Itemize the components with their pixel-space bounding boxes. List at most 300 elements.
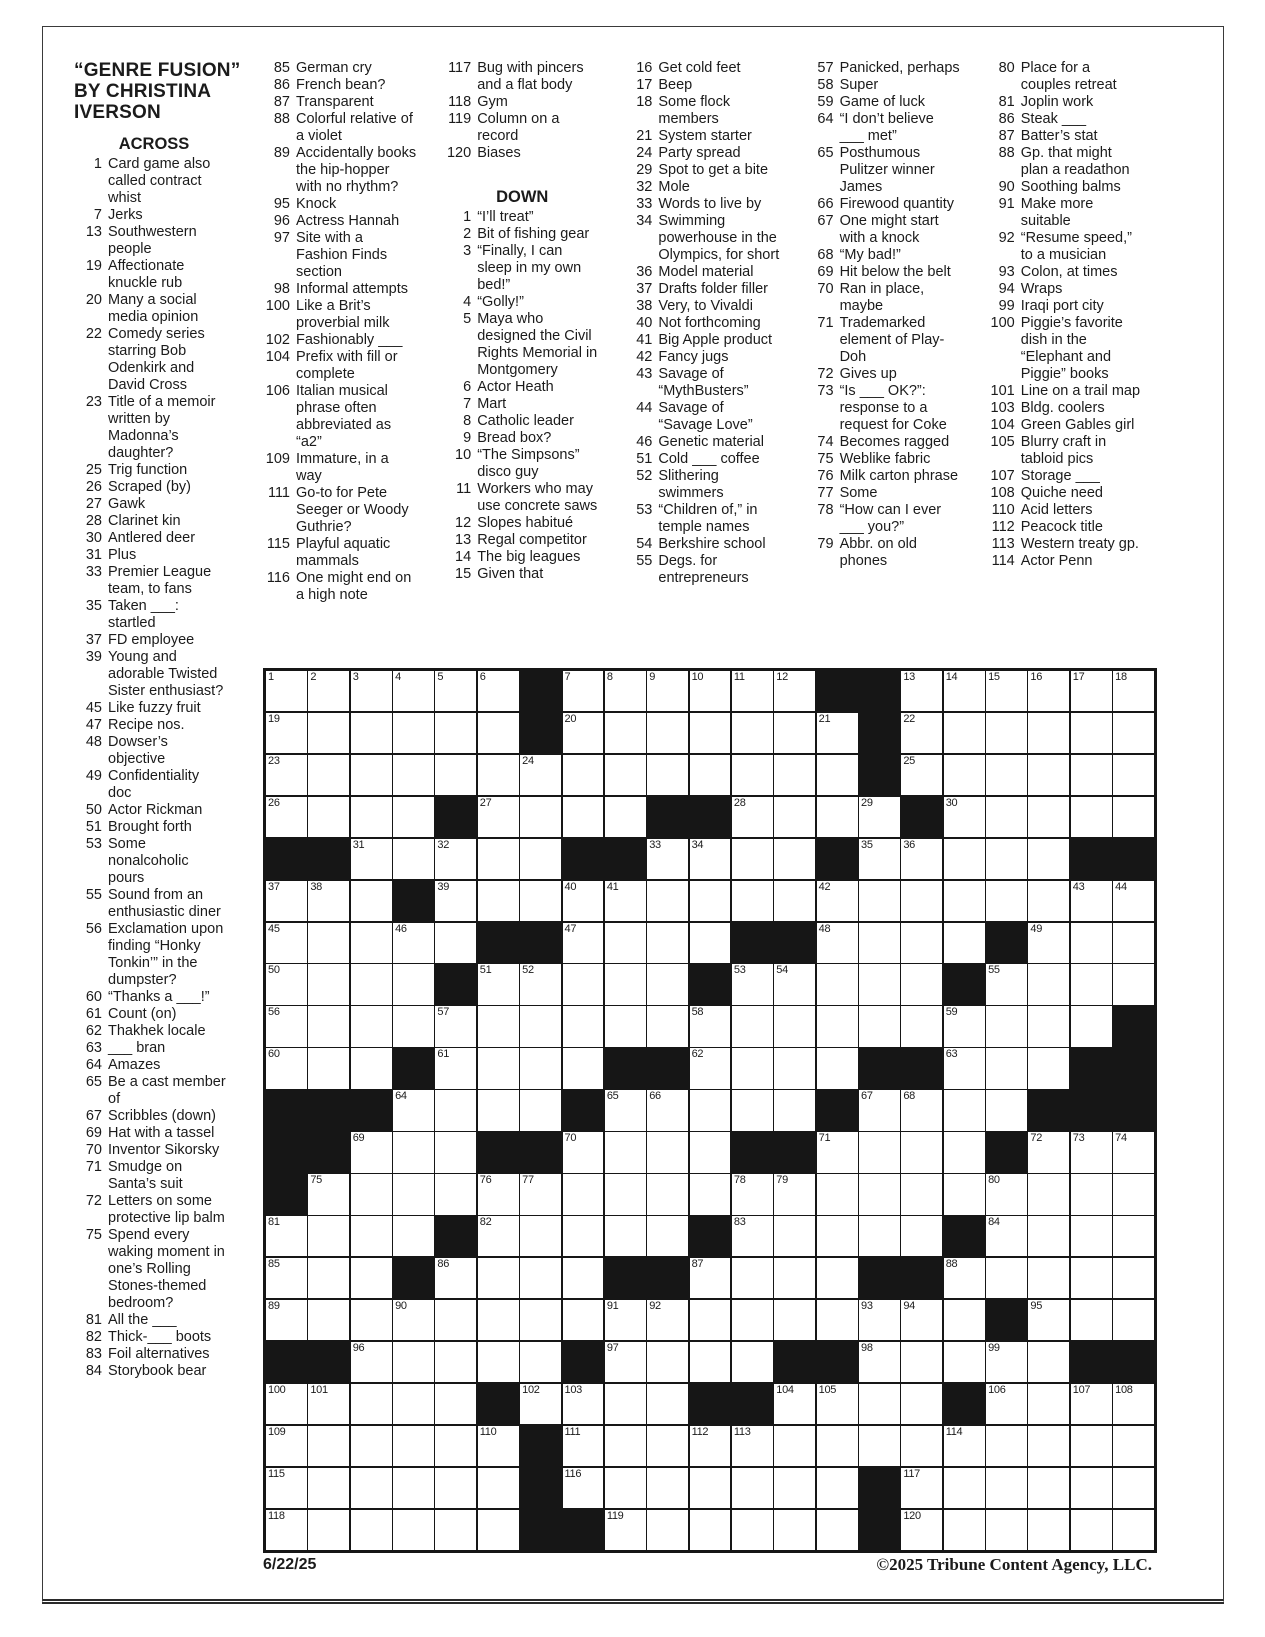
grid-cell[interactable]: [774, 1510, 815, 1550]
grid-cell[interactable]: [1113, 1384, 1154, 1424]
grid-cell[interactable]: [266, 964, 307, 1004]
grid-cell[interactable]: [563, 1468, 604, 1508]
grid-cell[interactable]: [1028, 713, 1069, 753]
grid-cell[interactable]: [1113, 1468, 1154, 1508]
grid-cell[interactable]: [351, 1300, 392, 1340]
grid-cell[interactable]: [435, 923, 476, 963]
grid-cell[interactable]: [817, 1216, 858, 1256]
grid-cell[interactable]: [901, 1132, 942, 1172]
grid-cell[interactable]: [393, 1426, 434, 1466]
grid-cell[interactable]: [393, 1342, 434, 1382]
grid-cell[interactable]: [266, 1426, 307, 1466]
grid-cell[interactable]: [478, 1300, 519, 1340]
grid-cell[interactable]: [478, 1216, 519, 1256]
grid-cell[interactable]: [1071, 1006, 1112, 1046]
grid-cell[interactable]: [986, 1426, 1027, 1466]
grid-cell[interactable]: [266, 923, 307, 963]
grid-cell[interactable]: [266, 1468, 307, 1508]
grid-cell[interactable]: [732, 839, 773, 879]
grid-cell[interactable]: [1071, 1174, 1112, 1214]
grid-cell[interactable]: [308, 671, 349, 711]
grid-cell[interactable]: [520, 1258, 561, 1298]
grid-cell[interactable]: [605, 713, 646, 753]
grid-cell[interactable]: [690, 1426, 731, 1466]
grid-cell[interactable]: [520, 1300, 561, 1340]
grid-cell[interactable]: [308, 1468, 349, 1508]
grid-cell[interactable]: [478, 1258, 519, 1298]
grid-cell[interactable]: [308, 1510, 349, 1550]
grid-cell[interactable]: [605, 755, 646, 795]
grid-cell[interactable]: [435, 1426, 476, 1466]
grid-cell[interactable]: [266, 1048, 307, 1088]
grid-cell[interactable]: [393, 1132, 434, 1172]
grid-cell[interactable]: [817, 713, 858, 753]
grid-cell[interactable]: [1071, 671, 1112, 711]
grid-cell[interactable]: [774, 671, 815, 711]
grid-cell[interactable]: [986, 1174, 1027, 1214]
grid-cell[interactable]: [901, 1216, 942, 1256]
grid-cell[interactable]: [690, 755, 731, 795]
grid-cell[interactable]: [266, 1510, 307, 1550]
grid-cell[interactable]: [393, 1216, 434, 1256]
grid-cell[interactable]: [1071, 923, 1112, 963]
grid-cell[interactable]: [435, 713, 476, 753]
grid-cell[interactable]: [605, 671, 646, 711]
grid-cell[interactable]: [1113, 1174, 1154, 1214]
grid-cell[interactable]: [732, 1510, 773, 1550]
grid-cell[interactable]: [986, 797, 1027, 837]
grid-cell[interactable]: [859, 839, 900, 879]
grid-cell[interactable]: [308, 881, 349, 921]
grid-cell[interactable]: [563, 881, 604, 921]
grid-cell[interactable]: [266, 797, 307, 837]
grid-cell[interactable]: [1028, 1300, 1069, 1340]
grid-cell[interactable]: [647, 1468, 688, 1508]
grid-cell[interactable]: [435, 1300, 476, 1340]
grid-cell[interactable]: [690, 923, 731, 963]
grid-cell[interactable]: [1028, 671, 1069, 711]
grid-cell[interactable]: [478, 1510, 519, 1550]
grid-cell[interactable]: [944, 755, 985, 795]
grid-cell[interactable]: [944, 1048, 985, 1088]
grid-cell[interactable]: [308, 923, 349, 963]
grid-cell[interactable]: [1071, 1426, 1112, 1466]
grid-cell[interactable]: [647, 1510, 688, 1550]
grid-cell[interactable]: [817, 755, 858, 795]
grid-cell[interactable]: [266, 1384, 307, 1424]
grid-cell[interactable]: [393, 839, 434, 879]
grid-cell[interactable]: [647, 1300, 688, 1340]
grid-cell[interactable]: [563, 1006, 604, 1046]
grid-cell[interactable]: [1028, 1258, 1069, 1298]
grid-cell[interactable]: [1028, 839, 1069, 879]
grid-cell[interactable]: [817, 1132, 858, 1172]
grid-cell[interactable]: [435, 1048, 476, 1088]
grid-cell[interactable]: [647, 671, 688, 711]
grid-cell[interactable]: [944, 1300, 985, 1340]
grid-cell[interactable]: [520, 1384, 561, 1424]
grid-cell[interactable]: [647, 923, 688, 963]
grid-cell[interactable]: [393, 797, 434, 837]
grid-cell[interactable]: [478, 1468, 519, 1508]
grid-cell[interactable]: [647, 1174, 688, 1214]
grid-cell[interactable]: [563, 964, 604, 1004]
grid-cell[interactable]: [690, 671, 731, 711]
grid-cell[interactable]: [1028, 964, 1069, 1004]
grid-cell[interactable]: [308, 1258, 349, 1298]
grid-cell[interactable]: [351, 1006, 392, 1046]
grid-cell[interactable]: [605, 1510, 646, 1550]
grid-cell[interactable]: [901, 881, 942, 921]
grid-cell[interactable]: [901, 1510, 942, 1550]
grid-cell[interactable]: [351, 797, 392, 837]
grid-cell[interactable]: [308, 1006, 349, 1046]
grid-cell[interactable]: [393, 1510, 434, 1550]
grid-cell[interactable]: [1071, 1468, 1112, 1508]
grid-cell[interactable]: [478, 713, 519, 753]
grid-cell[interactable]: [520, 755, 561, 795]
grid-cell[interactable]: [1113, 881, 1154, 921]
grid-cell[interactable]: [774, 713, 815, 753]
grid-cell[interactable]: [266, 755, 307, 795]
grid-cell[interactable]: [817, 923, 858, 963]
grid-cell[interactable]: [351, 1048, 392, 1088]
grid-cell[interactable]: [817, 1006, 858, 1046]
grid-cell[interactable]: [944, 1342, 985, 1382]
grid-cell[interactable]: [1028, 1468, 1069, 1508]
grid-cell[interactable]: [774, 1006, 815, 1046]
grid-cell[interactable]: [647, 1216, 688, 1256]
grid-cell[interactable]: [605, 1384, 646, 1424]
grid-cell[interactable]: [351, 964, 392, 1004]
grid-cell[interactable]: [944, 1090, 985, 1130]
grid-cell[interactable]: [859, 1006, 900, 1046]
grid-cell[interactable]: [435, 1342, 476, 1382]
grid-cell[interactable]: [1028, 1132, 1069, 1172]
grid-cell[interactable]: [986, 713, 1027, 753]
grid-cell[interactable]: [520, 964, 561, 1004]
grid-cell[interactable]: [690, 1048, 731, 1088]
grid-cell[interactable]: [774, 964, 815, 1004]
grid-cell[interactable]: [605, 1342, 646, 1382]
grid-cell[interactable]: [944, 1426, 985, 1466]
grid-cell[interactable]: [859, 1132, 900, 1172]
grid-cell[interactable]: [1113, 797, 1154, 837]
grid-cell[interactable]: [605, 1426, 646, 1466]
grid-cell[interactable]: [520, 1048, 561, 1088]
grid-cell[interactable]: [944, 1006, 985, 1046]
grid-cell[interactable]: [351, 923, 392, 963]
grid-cell[interactable]: [393, 671, 434, 711]
grid-cell[interactable]: [774, 1300, 815, 1340]
grid-cell[interactable]: [266, 1006, 307, 1046]
grid-cell[interactable]: [605, 1468, 646, 1508]
grid-cell[interactable]: [732, 671, 773, 711]
grid-cell[interactable]: [393, 1384, 434, 1424]
grid-cell[interactable]: [393, 1300, 434, 1340]
grid-cell[interactable]: [1113, 1216, 1154, 1256]
grid-cell[interactable]: [986, 1384, 1027, 1424]
grid-cell[interactable]: [817, 1426, 858, 1466]
grid-cell[interactable]: [817, 1300, 858, 1340]
grid-cell[interactable]: [859, 964, 900, 1004]
grid-cell[interactable]: [1028, 1426, 1069, 1466]
grid-cell[interactable]: [817, 1510, 858, 1550]
grid-cell[interactable]: [944, 671, 985, 711]
grid-cell[interactable]: [817, 1258, 858, 1298]
grid-cell[interactable]: [901, 1342, 942, 1382]
grid-cell[interactable]: [563, 1300, 604, 1340]
grid-cell[interactable]: [1028, 881, 1069, 921]
grid-cell[interactable]: [944, 1132, 985, 1172]
grid-cell[interactable]: [986, 1090, 1027, 1130]
grid-cell[interactable]: [901, 713, 942, 753]
grid-cell[interactable]: [563, 1216, 604, 1256]
grid-cell[interactable]: [393, 755, 434, 795]
grid-cell[interactable]: [901, 755, 942, 795]
grid-cell[interactable]: [266, 1216, 307, 1256]
grid-cell[interactable]: [986, 1216, 1027, 1256]
grid-cell[interactable]: [308, 713, 349, 753]
grid-cell[interactable]: [690, 1006, 731, 1046]
grid-cell[interactable]: [1071, 1216, 1112, 1256]
grid-cell[interactable]: [690, 1510, 731, 1550]
grid-cell[interactable]: [859, 1216, 900, 1256]
grid-cell[interactable]: [859, 881, 900, 921]
grid-cell[interactable]: [690, 1342, 731, 1382]
grid-cell[interactable]: [732, 1426, 773, 1466]
grid-cell[interactable]: [732, 964, 773, 1004]
grid-cell[interactable]: [690, 1132, 731, 1172]
grid-cell[interactable]: [351, 1426, 392, 1466]
grid-cell[interactable]: [435, 1132, 476, 1172]
grid-cell[interactable]: [393, 964, 434, 1004]
grid-cell[interactable]: [478, 1174, 519, 1214]
grid-cell[interactable]: [605, 797, 646, 837]
grid-cell[interactable]: [308, 1174, 349, 1214]
grid-cell[interactable]: [774, 1468, 815, 1508]
grid-cell[interactable]: [1028, 1510, 1069, 1550]
grid-cell[interactable]: [732, 1258, 773, 1298]
grid-cell[interactable]: [478, 797, 519, 837]
grid-cell[interactable]: [351, 755, 392, 795]
grid-cell[interactable]: [351, 881, 392, 921]
grid-cell[interactable]: [563, 1048, 604, 1088]
grid-cell[interactable]: [563, 797, 604, 837]
grid-cell[interactable]: [647, 964, 688, 1004]
grid-cell[interactable]: [774, 881, 815, 921]
grid-cell[interactable]: [520, 881, 561, 921]
grid-cell[interactable]: [1071, 713, 1112, 753]
grid-cell[interactable]: [393, 923, 434, 963]
grid-cell[interactable]: [817, 1174, 858, 1214]
grid-cell[interactable]: [1113, 713, 1154, 753]
grid-cell[interactable]: [774, 1048, 815, 1088]
grid-cell[interactable]: [944, 1174, 985, 1214]
grid-cell[interactable]: [986, 964, 1027, 1004]
grid-cell[interactable]: [308, 964, 349, 1004]
grid-cell[interactable]: [520, 839, 561, 879]
grid-cell[interactable]: [1113, 923, 1154, 963]
grid-cell[interactable]: [986, 1006, 1027, 1046]
grid-cell[interactable]: [605, 1132, 646, 1172]
grid-cell[interactable]: [563, 755, 604, 795]
grid-cell[interactable]: [266, 671, 307, 711]
grid-cell[interactable]: [1071, 1510, 1112, 1550]
grid-cell[interactable]: [986, 1048, 1027, 1088]
grid-cell[interactable]: [351, 1342, 392, 1382]
grid-cell[interactable]: [478, 1090, 519, 1130]
grid-cell[interactable]: [435, 839, 476, 879]
grid-cell[interactable]: [859, 797, 900, 837]
grid-cell[interactable]: [774, 755, 815, 795]
grid-cell[interactable]: [605, 1006, 646, 1046]
grid-cell[interactable]: [605, 1174, 646, 1214]
grid-cell[interactable]: [351, 713, 392, 753]
grid-cell[interactable]: [690, 1090, 731, 1130]
grid-cell[interactable]: [435, 1258, 476, 1298]
grid-cell[interactable]: [901, 1384, 942, 1424]
grid-cell[interactable]: [308, 1426, 349, 1466]
grid-cell[interactable]: [944, 1510, 985, 1550]
grid-cell[interactable]: [901, 1300, 942, 1340]
grid-cell[interactable]: [859, 923, 900, 963]
grid-cell[interactable]: [351, 1216, 392, 1256]
grid-cell[interactable]: [563, 1426, 604, 1466]
grid-cell[interactable]: [986, 839, 1027, 879]
grid-cell[interactable]: [1071, 964, 1112, 1004]
grid-cell[interactable]: [1113, 1510, 1154, 1550]
grid-cell[interactable]: [605, 1090, 646, 1130]
grid-cell[interactable]: [859, 1384, 900, 1424]
grid-cell[interactable]: [1028, 923, 1069, 963]
grid-cell[interactable]: [478, 964, 519, 1004]
grid-cell[interactable]: [308, 1384, 349, 1424]
grid-cell[interactable]: [1028, 755, 1069, 795]
grid-cell[interactable]: [351, 839, 392, 879]
grid-cell[interactable]: [435, 1006, 476, 1046]
grid-cell[interactable]: [732, 755, 773, 795]
grid-cell[interactable]: [1071, 1384, 1112, 1424]
grid-cell[interactable]: [435, 1384, 476, 1424]
grid-cell[interactable]: [774, 1258, 815, 1298]
grid-cell[interactable]: [901, 1174, 942, 1214]
grid-cell[interactable]: [605, 964, 646, 1004]
grid-cell[interactable]: [308, 797, 349, 837]
grid-cell[interactable]: [901, 1426, 942, 1466]
grid-cell[interactable]: [478, 1048, 519, 1088]
grid-cell[interactable]: [308, 1048, 349, 1088]
grid-cell[interactable]: [1113, 1300, 1154, 1340]
grid-cell[interactable]: [901, 923, 942, 963]
grid-cell[interactable]: [986, 671, 1027, 711]
grid-cell[interactable]: [859, 1342, 900, 1382]
grid-cell[interactable]: [351, 1384, 392, 1424]
grid-cell[interactable]: [308, 1216, 349, 1256]
grid-cell[interactable]: [690, 1258, 731, 1298]
grid-cell[interactable]: [435, 755, 476, 795]
grid-cell[interactable]: [647, 1384, 688, 1424]
grid-cell[interactable]: [266, 881, 307, 921]
grid-cell[interactable]: [1113, 755, 1154, 795]
grid-cell[interactable]: [563, 671, 604, 711]
grid-cell[interactable]: [901, 671, 942, 711]
grid-cell[interactable]: [647, 1426, 688, 1466]
grid-cell[interactable]: [690, 1174, 731, 1214]
grid-cell[interactable]: [605, 1300, 646, 1340]
grid-cell[interactable]: [732, 1342, 773, 1382]
grid-cell[interactable]: [478, 839, 519, 879]
grid-cell[interactable]: [435, 1468, 476, 1508]
grid-cell[interactable]: [1028, 1216, 1069, 1256]
grid-cell[interactable]: [1028, 1048, 1069, 1088]
grid-cell[interactable]: [944, 1258, 985, 1298]
grid-cell[interactable]: [563, 923, 604, 963]
grid-cell[interactable]: [774, 1174, 815, 1214]
grid-cell[interactable]: [944, 1468, 985, 1508]
grid-cell[interactable]: [1028, 1342, 1069, 1382]
grid-cell[interactable]: [563, 713, 604, 753]
grid-cell[interactable]: [1071, 1258, 1112, 1298]
grid-cell[interactable]: [732, 1048, 773, 1088]
grid-cell[interactable]: [1113, 964, 1154, 1004]
grid-cell[interactable]: [774, 1384, 815, 1424]
grid-cell[interactable]: [944, 923, 985, 963]
grid-cell[interactable]: [435, 1510, 476, 1550]
grid-cell[interactable]: [647, 713, 688, 753]
grid-cell[interactable]: [351, 1132, 392, 1172]
grid-cell[interactable]: [647, 839, 688, 879]
grid-cell[interactable]: [605, 1216, 646, 1256]
grid-cell[interactable]: [435, 881, 476, 921]
grid-cell[interactable]: [478, 881, 519, 921]
grid-cell[interactable]: [520, 797, 561, 837]
grid-cell[interactable]: [1028, 1384, 1069, 1424]
grid-cell[interactable]: [1071, 881, 1112, 921]
grid-cell[interactable]: [1028, 1174, 1069, 1214]
grid-cell[interactable]: [986, 1468, 1027, 1508]
grid-cell[interactable]: [1113, 1258, 1154, 1298]
grid-cell[interactable]: [393, 1174, 434, 1214]
grid-cell[interactable]: [1028, 1006, 1069, 1046]
grid-cell[interactable]: [478, 671, 519, 711]
grid-cell[interactable]: [1071, 797, 1112, 837]
grid-cell[interactable]: [563, 1174, 604, 1214]
grid-cell[interactable]: [859, 1300, 900, 1340]
grid-cell[interactable]: [393, 1006, 434, 1046]
grid-cell[interactable]: [732, 1006, 773, 1046]
grid-cell[interactable]: [1028, 797, 1069, 837]
grid-cell[interactable]: [435, 1174, 476, 1214]
grid-cell[interactable]: [308, 755, 349, 795]
grid-cell[interactable]: [774, 1090, 815, 1130]
grid-cell[interactable]: [774, 1426, 815, 1466]
grid-cell[interactable]: [817, 964, 858, 1004]
grid-cell[interactable]: [647, 1090, 688, 1130]
grid-cell[interactable]: [774, 839, 815, 879]
grid-cell[interactable]: [351, 1258, 392, 1298]
grid-cell[interactable]: [308, 1300, 349, 1340]
grid-cell[interactable]: [732, 881, 773, 921]
grid-cell[interactable]: [732, 797, 773, 837]
grid-cell[interactable]: [563, 1132, 604, 1172]
grid-cell[interactable]: [435, 1090, 476, 1130]
grid-cell[interactable]: [774, 1216, 815, 1256]
grid-cell[interactable]: [732, 1216, 773, 1256]
grid-cell[interactable]: [605, 923, 646, 963]
grid-cell[interactable]: [520, 1006, 561, 1046]
grid-cell[interactable]: [647, 755, 688, 795]
